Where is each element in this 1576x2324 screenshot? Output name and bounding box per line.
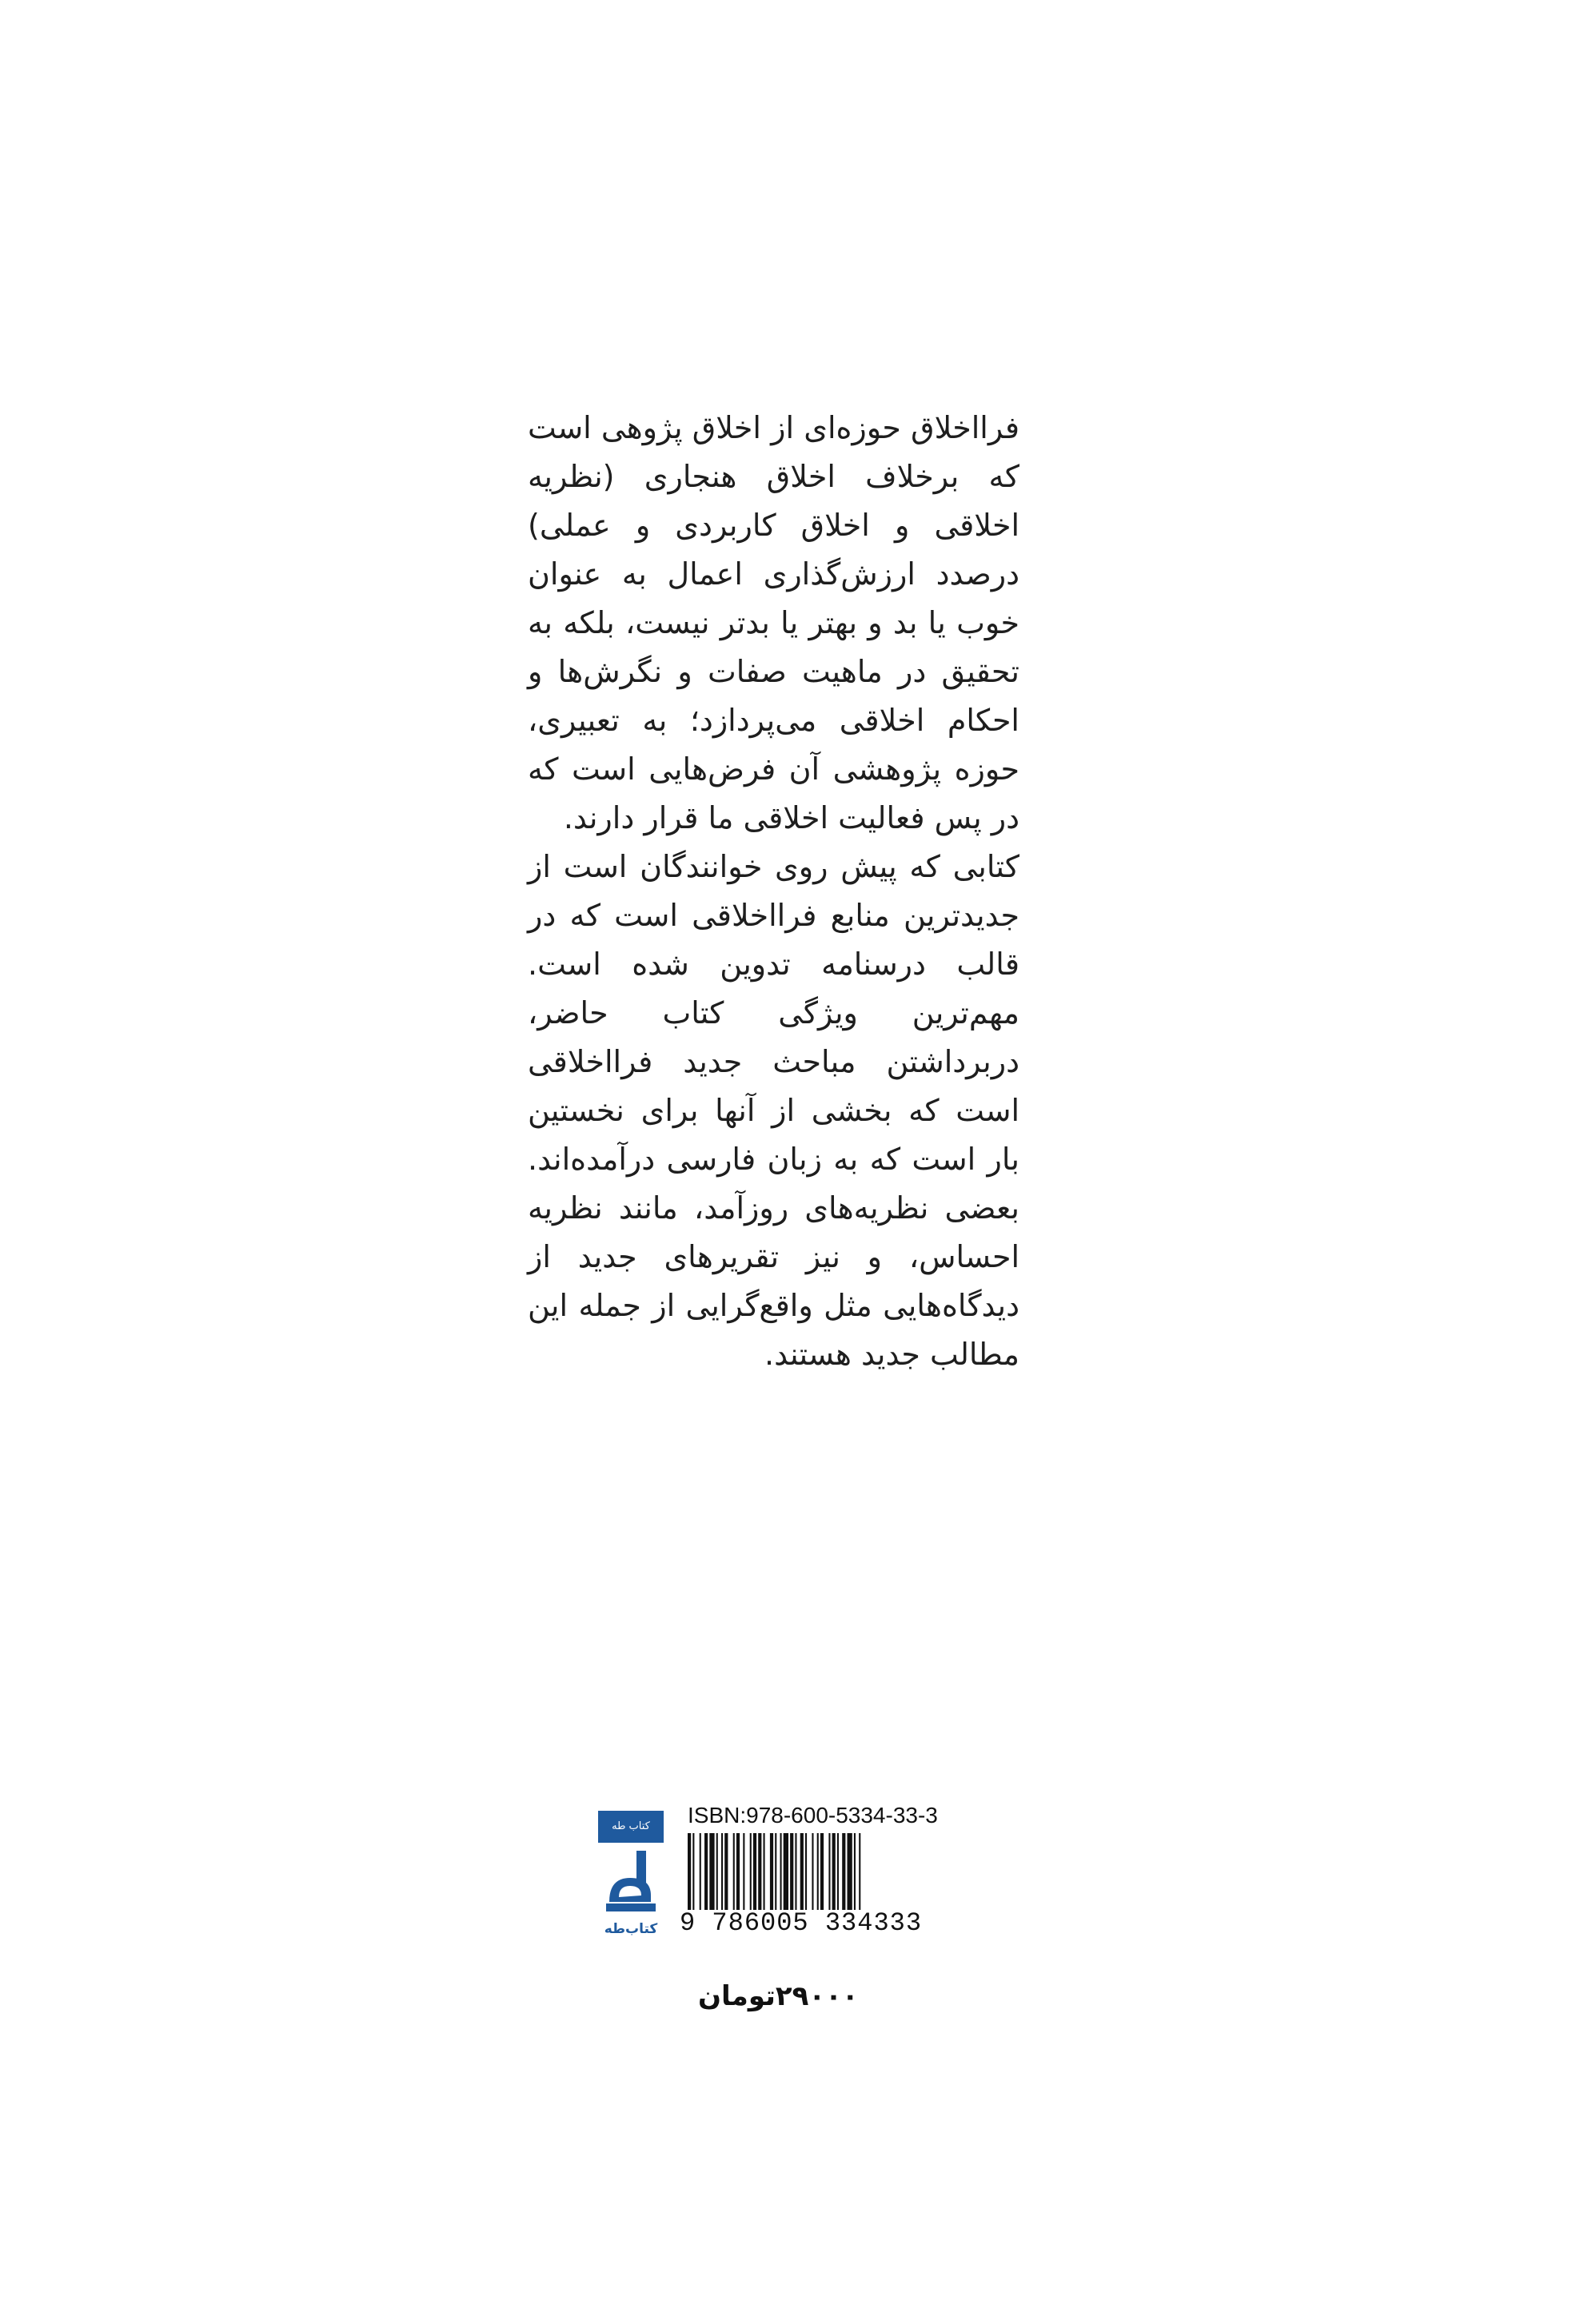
ean-digits: 9 786005 334333: [680, 1908, 923, 1938]
barcode-icon: [688, 1833, 953, 1910]
publisher-logo: [593, 1811, 668, 1939]
publisher-logo-top: کتاب طه: [598, 1811, 664, 1843]
blurb-paragraph-2: کتابی که پیش روی خوانندگان است از جدیدترین منابع فرااخلاقی است که در قالب درسنامه تدوین شده است. مهم‌ترین ویژگی کتاب حاضر، دربرداشتن مباحث جدید فرااخلاقی است که بخشی از آنها برای نخستین بار است که به زبان فارسی درآمده‌اند. بعضی نظریه‌های روزآمد، مانند نظریه احساس، و نیز تقریرهای جدید از دیدگاه‌هایی مثل واقع‌گرایی از جمله این مطالب جدید هستند.: [528, 849, 1019, 1372]
blurb-paragraph-1: فرااخلاق حوزه‌ای از اخلاق پژوهی است که برخلاف اخلاق هنجاری (نظریه اخلاقی و اخلاق کاربردی و عملی) درصدد ارزش‌گذاری اعمال به عنوان خوب یا بد و بهتر یا بدتر نیست، بلکه به تحقیق در ماهیت صفات و نگرش‌ها و احکام اخلاقی می‌پردازد؛ به تعبیری، حوزه پژوهشی آن فرض‌هایی است که در پس فعالیت اخلاقی ما قرار دارند.: [528, 410, 1019, 835]
blurb-text: [528, 404, 1019, 1379]
publisher-logo-label: کتاب‌طه: [604, 1921, 658, 1937]
price-label: ۲۹۰۰۰تومان: [698, 1980, 859, 2012]
isbn-barcode-block: [593, 1803, 961, 2011]
publisher-logo-icon: [598, 1846, 664, 1921]
isbn-number: ISBN:978-600-5334-33-3: [688, 1803, 938, 1828]
